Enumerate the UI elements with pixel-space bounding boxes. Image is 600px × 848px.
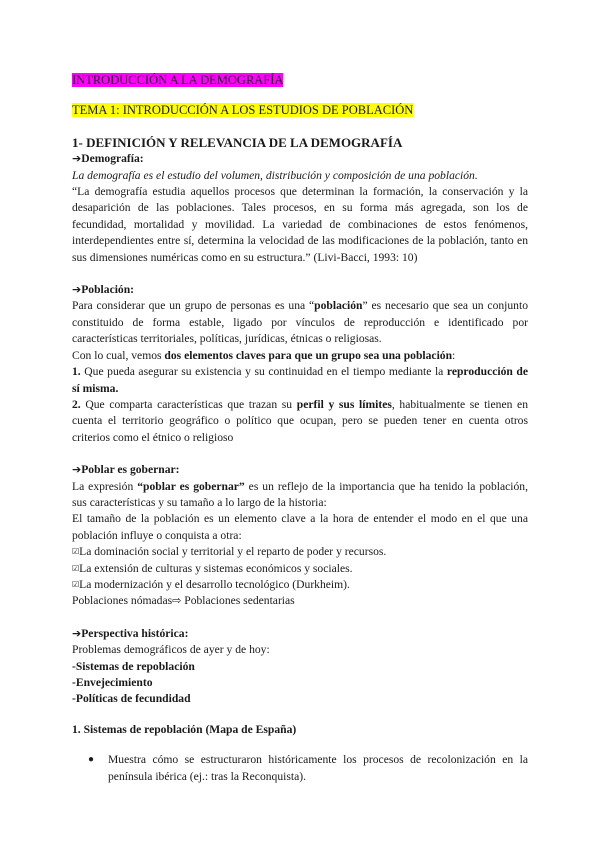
subheading-demografia: [72, 151, 528, 167]
poblacion-item-1: [72, 364, 528, 397]
poblar-paragraph-2: El tamaño de la población es un elemento clave a la hora de entender el modo en el que una población influye o conquista a otra:: [72, 512, 528, 542]
perspectiva-item-2: [72, 675, 528, 691]
subheading-poblacion-text: Población:: [81, 283, 135, 297]
subheading-poblacion: [72, 282, 528, 298]
spacer: [72, 266, 528, 282]
check-item-text: La extensión de culturas y sistemas económicos y sociales.: [79, 561, 353, 575]
check-item-3: [72, 577, 528, 593]
checkbox-icon: ☑: [72, 563, 80, 573]
text-run: Que comparta características que trazan su: [80, 397, 297, 411]
bullet-item-1: [88, 752, 528, 785]
bold-run: -Políticas de fecundidad: [72, 692, 191, 706]
bold-run: “poblar es gobernar”: [137, 479, 245, 493]
course-title-text: INTRODUCCIÓN A LA DEMOGRAFÍA: [72, 73, 284, 87]
bullet-icon: ●: [88, 754, 95, 766]
hollow-arrow-right-icon: ⇨: [172, 594, 182, 608]
perspectiva-item-1: [72, 659, 528, 675]
topic-title-text: TEMA 1: INTRODUCCIÓN A LOS ESTUDIOS DE POBLACIÓN: [72, 103, 414, 118]
check-item-2: [72, 561, 528, 577]
text-run: La expresión: [72, 479, 138, 493]
text-run: :: [452, 348, 456, 362]
checkbox-icon: ☑: [72, 579, 80, 589]
text-run: Poblaciones nómadas: [72, 594, 173, 608]
check-item-1: [72, 544, 528, 560]
subheading-sistemas-repoblacion: 1. Sistemas de repoblación (Mapa de España): [72, 722, 297, 736]
text-run: , habitualmente se tienen en cuenta el territorio geográfico o político que ocupan, pero se pueden tener en cuenta otros criterios como el étnico o religioso: [72, 397, 528, 444]
perspectiva-item-3: [72, 691, 528, 707]
document-content: [72, 64, 528, 785]
poblar-paragraph-1: [72, 479, 528, 512]
spacer: [72, 446, 528, 462]
spacer: [72, 610, 528, 626]
check-item-text: La modernización y el desarrollo tecnológico (Durkheim).: [79, 577, 350, 591]
bold-run: perfil y sus límites: [296, 397, 392, 411]
item-number: 1.: [72, 365, 81, 379]
demografia-definition: La demografía es el estudio del volumen, distribución y composición de una población.: [72, 168, 478, 182]
bold-run: -Sistemas de repoblación: [72, 659, 195, 673]
bullet-item-text: Muestra cómo se estructuraron históricamente los procesos de recolonización en la península ibérica (ej.: tras la Reconquista).: [108, 753, 528, 783]
section-heading-definicion: 1- DEFINICIÓN Y RELEVANCIA DE LA DEMOGRAFÍA: [72, 134, 403, 150]
nomadas-sedentarias: [72, 593, 528, 609]
subheading-perspectiva-text: Perspectiva histórica:: [81, 626, 189, 640]
text-run: Para considerar que un grupo de personas es una “: [72, 299, 315, 313]
course-title: [72, 72, 528, 88]
arrow-right-icon: ➔: [72, 463, 82, 477]
subheading-poblar-text: Poblar es gobernar:: [81, 463, 180, 477]
bold-run: dos elementos claves para que un grupo sea una población: [164, 348, 453, 362]
text-run: Con lo cual, vemos: [72, 348, 165, 362]
arrow-right-icon: ➔: [72, 626, 82, 640]
bold-run: -Envejecimiento: [72, 676, 153, 689]
check-item-text: La dominación social y territorial y el reparto de poder y recursos.: [79, 545, 387, 559]
text-run: Que pueda asegurar su existencia y su continuidad en el tiempo mediante la: [80, 365, 447, 379]
spacer: [72, 708, 528, 722]
text-run: ” es necesario que sea un conjunto constituido de forma estable, ligado por vínculos de reproducción e identificado por características territoriales, políticas, jurídicas, étnicas o religiosas.: [72, 299, 528, 346]
demografia-quote: “La demografía estudia aquellos procesos que determinan la formación, la conservación y la desaparición de las poblaciones. Tales procesos, en su forma más agregada, son los de fecundidad, mortalidad y movilidad. La variedad de combinaciones de estos fenómenos, interdependientes entre sí, determina la velocidad de las modificaciones de la población, tanto en sus dimensiones numéricas como en su estructura.” (Livi-Bacci, 1993: 10): [72, 185, 528, 264]
topic-title: [72, 102, 528, 118]
arrow-right-icon: ➔: [72, 152, 82, 166]
subheading-demografia-text: Demografía:: [81, 152, 144, 166]
poblacion-item-2: [72, 397, 528, 446]
poblacion-claves: [72, 348, 528, 364]
bold-run: población: [314, 299, 363, 313]
item-number: 2.: [72, 397, 81, 411]
subheading-poblar: [72, 462, 528, 478]
text-run: es un reflejo de la importancia que ha tenido la población, sus características y su tamaño a lo largo de la historia:: [72, 479, 528, 509]
text-run: Poblaciones sedentarias: [181, 594, 295, 608]
poblacion-paragraph: [72, 298, 528, 347]
perspectiva-intro: Problemas demográficos de ayer y de hoy:: [72, 643, 270, 657]
bold-run: reproducción de sí misma.: [72, 365, 528, 395]
checkbox-icon: ☑: [72, 547, 80, 557]
subheading-perspectiva: [72, 626, 528, 642]
arrow-right-icon: ➔: [72, 283, 82, 297]
